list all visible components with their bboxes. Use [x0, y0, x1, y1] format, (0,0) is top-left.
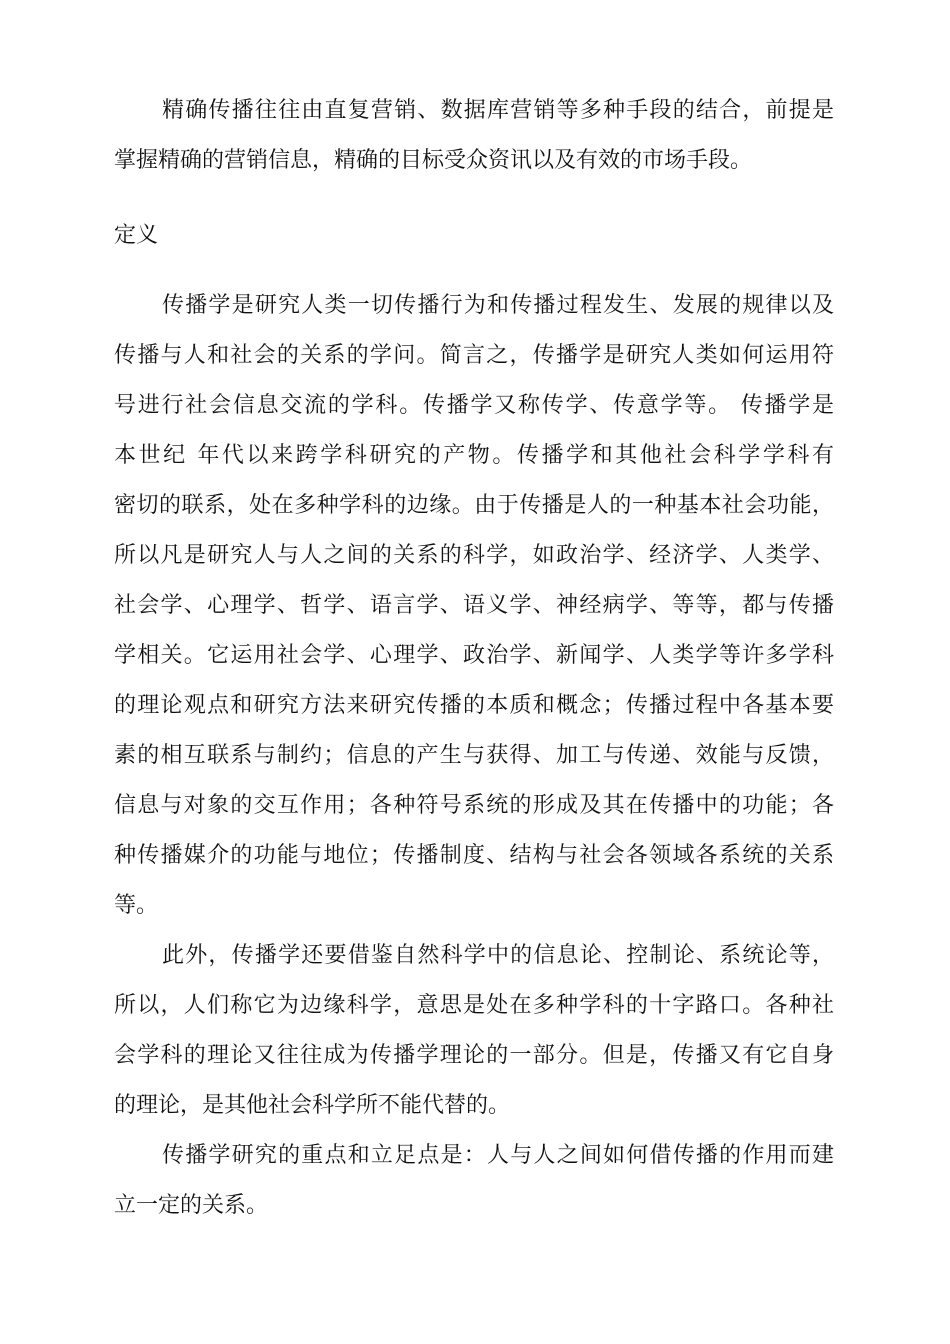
section-heading: 定义 — [114, 223, 159, 248]
text-line: 所以，人们称它为边缘科学，意思是处在多种学科的十字路口。各种社 — [114, 993, 834, 1018]
text-line: 密切的联系，处在多种学科的边缘。由于传播是人的一种基本社会功能， — [114, 493, 834, 518]
text-line: 信息与对象的交互作用；各种符号系统的形成及其在传播中的功能；各 — [114, 793, 834, 818]
text-line: 素的相互联系与制约；信息的产生与获得、加工与传递、效能与反馈， — [114, 743, 834, 768]
text-line: 传播学研究的重点和立足点是：人与人之间如何借传播的作用而建 — [162, 1143, 834, 1168]
text-line: 学相关。它运用社会学、心理学、政治学、新闻学、人类学等许多学科 — [114, 643, 834, 668]
text-line: 传播与人和社会的关系的学问。简言之，传播学是研究人类如何运用符 — [114, 343, 834, 368]
text-line: 社会学、心理学、哲学、语言学、语义学、神经病学、等等，都与传播 — [114, 593, 834, 618]
text-line: 传播学是研究人类一切传播行为和传播过程发生、发展的规律以及 — [162, 293, 834, 318]
text-line: 会学科的理论又往往成为传播学理论的一部分。但是，传播又有它自身 — [114, 1043, 834, 1068]
text-line: 立一定的关系。 — [114, 1193, 269, 1218]
text-line: 的理论，是其他社会科学所不能代替的。 — [114, 1093, 511, 1118]
text-line: 等。 — [114, 893, 159, 918]
text-line: 种传播媒介的功能与地位；传播制度、结构与社会各领域各系统的关系 — [114, 843, 834, 868]
text-line: 本世纪 年代以来跨学科研究的产物。传播学和其他社会科学学科有 — [114, 443, 834, 468]
text-line: 号进行社会信息交流的学科。传播学又称传学、传意学等。 传播学是 — [114, 393, 834, 418]
text-line: 的理论观点和研究方法来研究传播的本质和概念；传播过程中各基本要 — [114, 693, 834, 718]
text-line: 所以凡是研究人与人之间的关系的科学，如政治学、经济学、人类学、 — [114, 543, 834, 568]
text-line: 掌握精确的营销信息，精确的目标受众资讯以及有效的市场手段。 — [114, 148, 753, 173]
text-line: 精确传播往往由直复营销、数据库营销等多种手段的结合，前提是 — [162, 98, 834, 123]
text-line: 此外，传播学还要借鉴自然科学中的信息论、控制论、系统论等， — [162, 943, 834, 968]
